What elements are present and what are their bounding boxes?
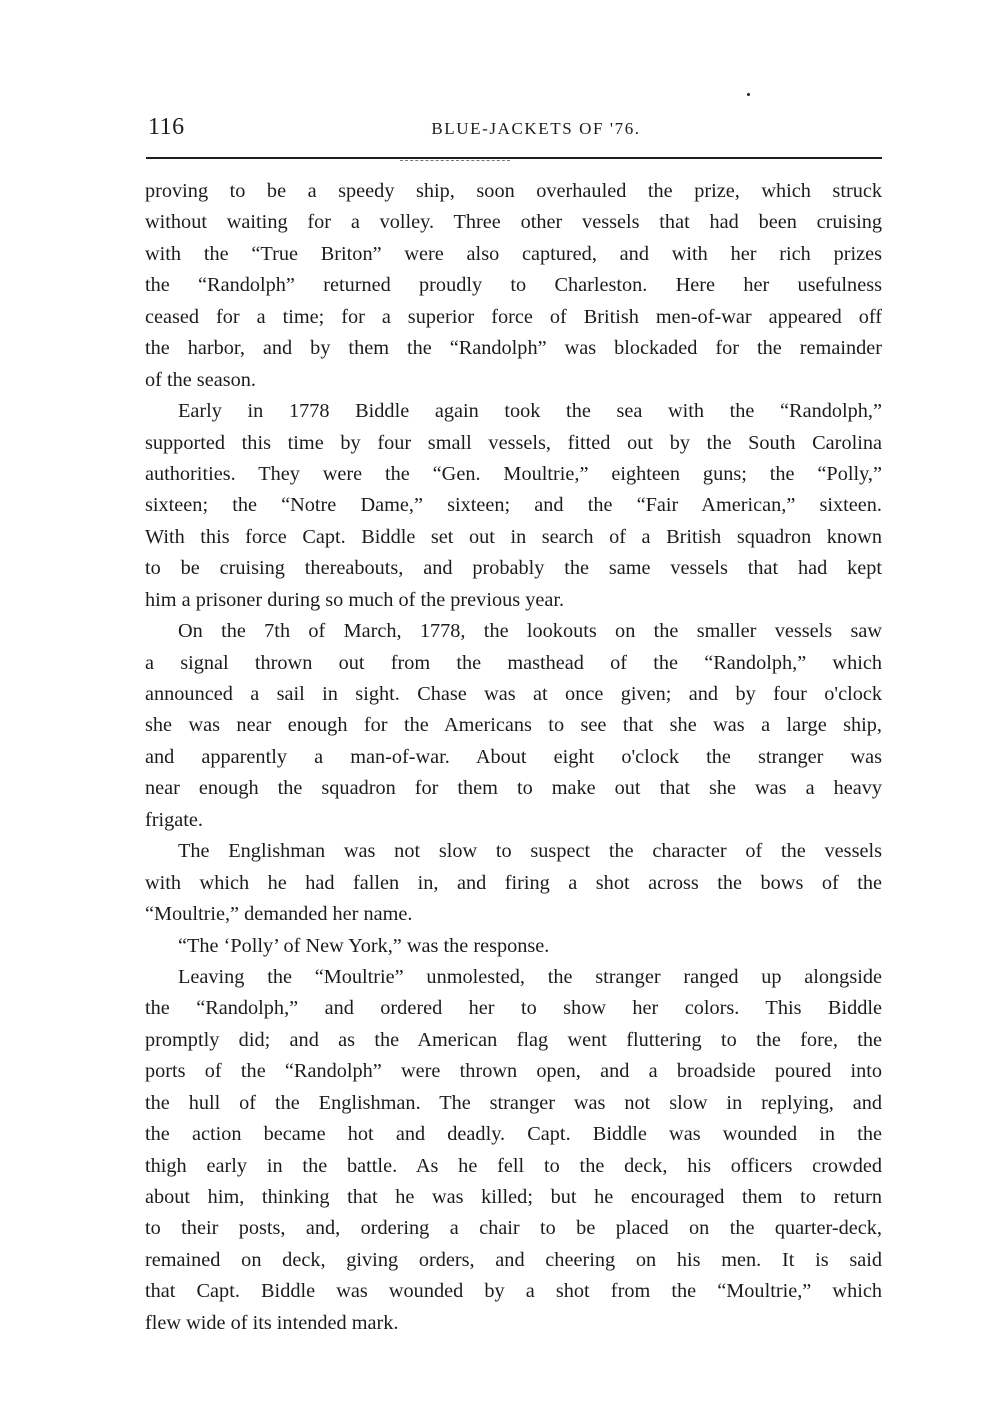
text-line: ports of the “Randolph” were thrown open, and a broadside poured into xyxy=(145,1060,882,1083)
text-line: the “Randolph,” and ordered her to show her colors. This Biddle xyxy=(145,997,882,1020)
text-line: of the season. xyxy=(145,368,256,391)
text-line: remained on deck, giving orders, and cheering on his men. It is said xyxy=(145,1248,882,1271)
text-line: announced a sail in sight. Chase was at once given; and by four o'clock xyxy=(145,683,882,705)
body-text xyxy=(145,176,882,1339)
text-line: the hull of the Englishman. The stranger was not slow in replying, and xyxy=(145,1091,882,1114)
text-line: without waiting for a volley. Three other vessels that had been cruising xyxy=(145,211,882,234)
text-line: promptly did; and as the American flag went fluttering to the fore, the xyxy=(145,1028,882,1051)
paragraph-first-line: Early in 1778 Biddle again took the sea with the “Randolph,” xyxy=(178,400,882,423)
text-line: near enough the squadron for them to make out that she was a heavy xyxy=(145,777,882,800)
text-line: supported this time by four small vessels, fitted out by the South Carolina xyxy=(145,431,882,454)
header-rule-dash xyxy=(400,160,510,161)
text-line: frigate. xyxy=(145,808,203,831)
text-line: to their posts, and, ordering a chair to be placed on the quarter-deck, xyxy=(145,1217,882,1240)
text-line: thigh early in the battle. As he fell to the deck, his officers crowded xyxy=(145,1154,882,1177)
text-line: she was near enough for the Americans to see that she was a large ship, xyxy=(145,714,882,737)
text-line: that Capt. Biddle was wounded by a shot from the “Moultrie,” which xyxy=(145,1280,882,1303)
paragraph-first-line: The Englishman was not slow to suspect the character of the vessels xyxy=(178,840,882,863)
text-line: With this force Capt. Biddle set out in search of a British squadron known xyxy=(145,525,882,548)
text-line: authorities. They were the “Gen. Moultrie,” eighteen guns; the “Polly,” xyxy=(145,462,882,485)
text-line: with the “True Briton” were also captured, and with her rich prizes xyxy=(145,242,882,265)
text-line: the action became hot and deadly. Capt. Biddle was wounded in the xyxy=(145,1123,882,1146)
text-line: the “Randolph” returned proudly to Charleston. Here her usefulness xyxy=(145,274,882,297)
page-number: 116 xyxy=(148,114,185,140)
header-rule xyxy=(146,157,882,159)
text-line: him a prisoner during so much of the previous year. xyxy=(145,588,565,611)
text-line: sixteen; the “Notre Dame,” sixteen; and the “Fair American,” sixteen. xyxy=(145,494,882,517)
paragraph-first-line: On the 7th of March, 1778, the lookouts on the smaller vessels saw xyxy=(178,620,882,643)
running-title: BLUE-JACKETS OF '76. xyxy=(431,119,641,138)
ink-speck xyxy=(747,93,750,96)
text-line: “Moultrie,” demanded her name. xyxy=(145,903,413,926)
text-line: and apparently a man-of-war. About eight o'clock the stranger was xyxy=(145,745,882,768)
text-line: a signal thrown out from the masthead of the “Randolph,” which xyxy=(145,651,882,674)
text-line: about him, thinking that he was killed; but he encouraged them to return xyxy=(145,1186,882,1208)
text-line: to be cruising thereabouts, and probably the same vessels that had kept xyxy=(145,557,882,580)
page-header xyxy=(148,114,884,150)
text-line: the harbor, and by them the “Randolph” was blockaded for the remainder xyxy=(145,337,882,360)
text-line: proving to be a speedy ship, soon overhauled the prize, which struck xyxy=(145,180,882,202)
paragraph-first-line: “The ‘Polly’ of New York,” was the response. xyxy=(178,934,550,957)
text-line: flew wide of its intended mark. xyxy=(145,1311,399,1334)
text-line: ceased for a time; for a superior force of British men-of-war appeared off xyxy=(145,305,882,328)
paragraph-first-line: Leaving the “Moultrie” unmolested, the stranger ranged up alongside xyxy=(178,965,882,988)
text-line: with which he had fallen in, and firing a shot across the bows of the xyxy=(145,871,882,894)
